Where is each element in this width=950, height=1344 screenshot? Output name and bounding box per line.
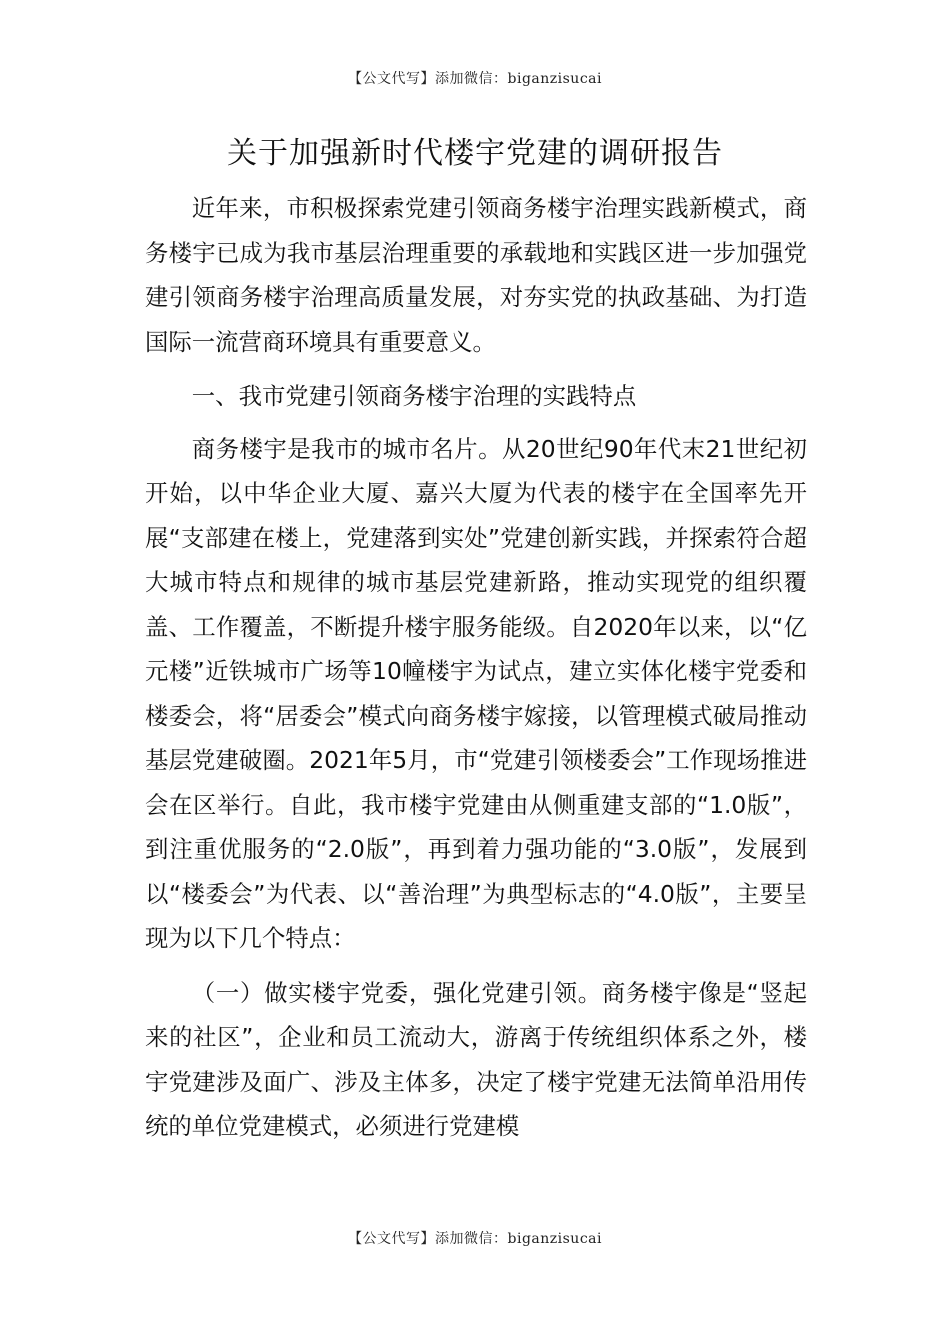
header-note: 【公文代写】添加微信：biganzisucai <box>348 71 602 87</box>
document-title: 关于加强新时代楼宇党建的调研报告 <box>227 136 723 171</box>
paragraph-intro: 近年来，市积极探索党建引领商务楼宇治理实践新模式，商务楼宇已成为我市基层治理重要的承载地和实践区进一步加强党建引领商务楼宇治理高质量发展，对夯实党的执政基础、为打造国际一流营商环境具有重要意义。 <box>145 194 807 356</box>
document-body <box>145 186 807 1159</box>
section-heading-1: 一、我市党建引领商务楼宇治理的实践特点 <box>191 382 637 410</box>
paragraph-subsection-1: （一）做实楼宇党委，强化党建引领。商务楼宇像是“竖起来的社区”，企业和员工流动大，游离于传统组织体系之外，楼宇党建涉及面广、涉及主体多，决定了楼宇党建无法简单沿用传统的单位党建模式，必须进行党建模 <box>145 978 807 1140</box>
paragraph-background: 商务楼宇是我市的城市名片。从20世纪90年代末21世纪初开始，以中华企业大厦、嘉兴大厦为代表的楼宇在全国率先开展“支部建在楼上，党建落到实处”党建创新实践，并探索符合超大城市特点和规律的城市基层党建新路，推动实现党的组织覆盖、工作覆盖，不断提升楼宇服务能级。自2020年以来，以“亿元楼”近铁城市广场等10幢楼宇为试点，建立实体化楼宇党委和楼委会，将“居委会”模式向商务楼宇嫁接，以管理模式破局推动基层党建破圈。2021年5月，市“党建引领楼委会”工作现场推进会在区举行。自此，我市楼宇党建由从侧重建支部的“1.0版”，到注重优服务的“2.0版”，再到着力强功能的“3.0版”，发展到以“楼委会”为代表、以“善治理”为典型标志的“4.0版”，主要呈现为以下几个特点： <box>145 434 807 952</box>
footer-note: 【公文代写】添加微信：biganzisucai <box>348 1231 602 1247</box>
